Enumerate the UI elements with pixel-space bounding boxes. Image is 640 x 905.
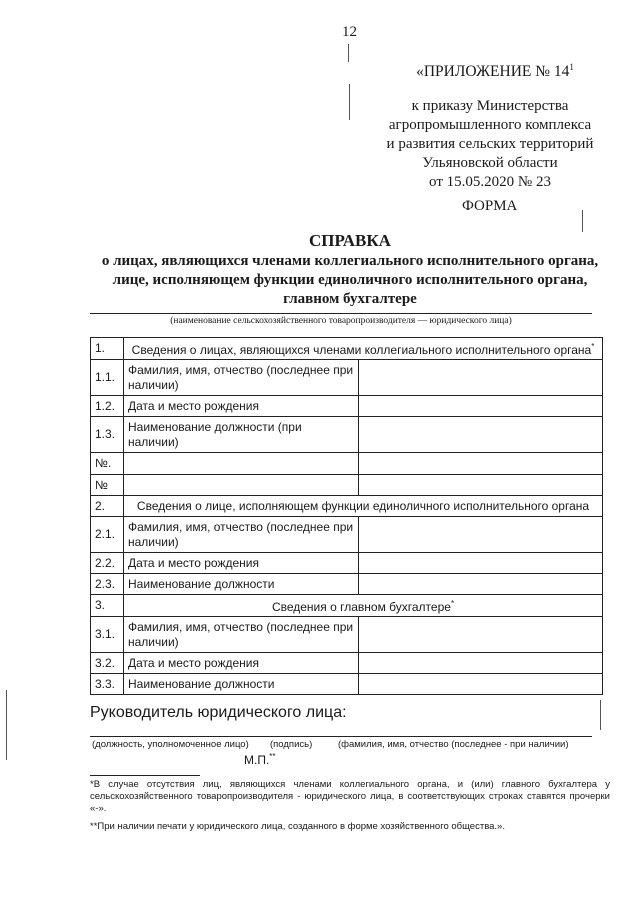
scan-artifact — [6, 690, 7, 760]
info-table — [90, 337, 603, 695]
value-cell[interactable] — [359, 453, 603, 475]
scan-artifact — [582, 210, 583, 232]
order-line: от 15.05.2020 № 23 — [429, 174, 551, 190]
table-row — [91, 453, 603, 475]
table-row — [91, 574, 603, 595]
section-title: Сведения о лицах, являющихся членами коллегиального исполнительного органа* — [124, 338, 603, 360]
footnote-mark: * — [450, 599, 455, 608]
row-label: Наименование должности (при наличии) — [124, 417, 359, 453]
producer-name-line — [90, 313, 592, 314]
order-line: к приказу Министерства — [411, 98, 569, 114]
table-row — [91, 617, 603, 653]
subtitle-line: главном бухгалтере — [283, 291, 417, 307]
order-line: и развития сельских территорий — [386, 136, 594, 152]
row-number: 2.1. — [91, 517, 124, 553]
section-row — [91, 496, 603, 517]
position-caption: (должность, уполномоченное лицо) — [92, 739, 249, 750]
value-cell[interactable] — [359, 360, 603, 396]
footnote-mark: * — [591, 342, 595, 351]
row-number: 3. — [91, 595, 124, 617]
appendix-heading — [380, 62, 610, 81]
table-row — [91, 417, 603, 453]
section-row — [91, 595, 603, 617]
form-label: ФОРМА — [462, 198, 518, 214]
footnote-separator — [90, 775, 200, 776]
row-number: 1.1. — [91, 360, 124, 396]
table-row — [91, 517, 603, 553]
stamp-place — [244, 752, 276, 767]
scan-artifact — [349, 84, 350, 120]
subtitle-line: о лицах, являющихся членами коллегиального исполнительного органа, — [101, 253, 599, 269]
signature-caption: (подпись) — [270, 739, 313, 750]
table-row — [91, 475, 603, 496]
row-number: 1.3. — [91, 417, 124, 453]
row-label: Фамилия, имя, отчество (последнее при наличии) — [124, 517, 359, 553]
table-row — [91, 553, 603, 574]
row-label: Дата и место рождения — [124, 396, 359, 417]
row-label — [124, 475, 359, 496]
value-cell[interactable] — [359, 653, 603, 674]
row-number: 1. — [91, 338, 124, 360]
appendix-superscript: 1 — [569, 62, 574, 72]
row-number: №. — [91, 453, 124, 475]
section-title: Сведения о лице, исполняющем функции единоличного исполнительного органа — [124, 496, 603, 517]
footnote-mark: ** — [269, 752, 276, 761]
row-number: 2.2. — [91, 553, 124, 574]
name-caption: (фамилия, имя, отчество (последнее - при наличии) — [338, 739, 569, 750]
row-number: № — [91, 475, 124, 496]
section-row — [91, 338, 603, 360]
footnote-2: **При наличии печати у юридического лица, созданного в форме хозяйственного общества.». — [90, 821, 505, 832]
row-label: Фамилия, имя, отчество (последнее при наличии) — [124, 617, 359, 653]
value-cell[interactable] — [359, 517, 603, 553]
row-number: 3.3. — [91, 674, 124, 695]
scan-artifact — [600, 700, 601, 730]
row-number: 2.3. — [91, 574, 124, 595]
value-cell[interactable] — [359, 396, 603, 417]
signature-line — [90, 736, 592, 737]
row-number: 3.1. — [91, 617, 124, 653]
value-cell[interactable] — [359, 617, 603, 653]
row-label: Наименование должности — [124, 674, 359, 695]
subtitle-line: лице, исполняющем функции единоличного исполнительного органа, — [112, 272, 588, 288]
row-number: 3.2. — [91, 653, 124, 674]
order-reference — [360, 97, 620, 192]
order-line: Ульяновской области — [422, 155, 558, 171]
value-cell[interactable] — [359, 674, 603, 695]
page-number: 12 — [342, 24, 357, 40]
row-number: 1.2. — [91, 396, 124, 417]
table-row — [91, 360, 603, 396]
table-row — [91, 674, 603, 695]
footnote-1: *В случае отсутствия лиц, являющихся членами коллегиального органа, и (или) главного бухгалтера у сельскохозяйственного товаропроизводителя - юридического лица, в соответствующих строках ставятся прочерки «-». — [90, 779, 610, 814]
document-subtitle — [80, 252, 620, 309]
row-label: Фамилия, имя, отчество (последнее при наличии) — [124, 360, 359, 396]
table-row — [91, 396, 603, 417]
section-title: Сведения о главном бухгалтере* — [124, 595, 603, 617]
row-label: Дата и место рождения — [124, 553, 359, 574]
row-label: Дата и место рождения — [124, 653, 359, 674]
row-number: 2. — [91, 496, 124, 517]
appendix-label: «ПРИЛОЖЕНИЕ № 14 — [416, 63, 570, 81]
head-label: Руководитель юридического лица: — [90, 704, 347, 721]
value-cell[interactable] — [359, 553, 603, 574]
row-label — [124, 453, 359, 475]
table-row — [91, 653, 603, 674]
value-cell[interactable] — [359, 417, 603, 453]
order-line: агропромышленного комплекса — [388, 117, 592, 133]
value-cell[interactable] — [359, 574, 603, 595]
document-title: СПРАВКА — [309, 231, 391, 250]
row-label: Наименование должности — [124, 574, 359, 595]
stamp-label: М.П. — [244, 753, 270, 767]
value-cell[interactable] — [359, 475, 603, 496]
scan-artifact — [348, 44, 349, 62]
producer-name-caption: (наименование сельскохозяйственного товаропроизводителя — юридического лица) — [170, 316, 512, 326]
